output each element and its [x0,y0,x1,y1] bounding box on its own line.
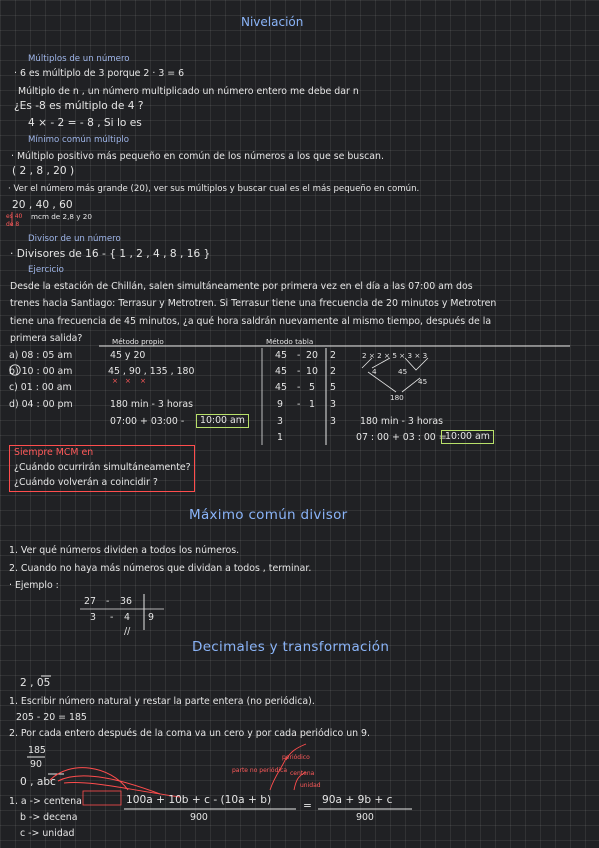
tabla-dash: - [297,382,301,393]
tabla-row-4-b: 1 [309,399,315,410]
metodo-propio-heading: Método propio [112,337,164,346]
decimal-step-2: 2. Por cada entero después de la coma va un cero y por cada periódico un 9. [9,728,371,739]
note-no-periodica: parte no periódica [232,767,288,774]
mcm-line-4: 20 , 40 , 60 [12,199,73,211]
equation-equals: = [303,800,312,812]
tree-mid: 4 [372,367,377,376]
legend-a: 1. a -> centena [9,796,82,807]
metodo-propio-answer: 10:00 am [196,414,249,428]
tree-top: 2 × 2 × 5 × 3 × 3 [362,351,428,360]
tabla-row-4-d: 3 [330,399,336,410]
result-denominator: 900 [356,812,374,823]
tree-mid2: 45 [398,367,408,376]
mcd-row2-a: 3 [90,612,96,623]
tree-right: 45 [418,377,428,386]
metodo-propio-line-2: 45 , 90 , 135 , 180 [108,366,195,377]
decimal-frac-den: 90 [30,759,42,770]
mcd-dash: - [110,612,114,623]
tabla-row-1-a: 45 [275,350,287,361]
multiplos-heading: Múltiplos de un número [28,54,130,64]
mcm-line-3: · Ver el número más grande (20), ver sus múltiplos y buscar cual es el más pequeño en común. [8,184,420,194]
mcd-step-1: 1. Ver qué números dividen a todos los números. [9,545,240,556]
divisor-line-1: · Divisores de 16 - { 1 , 2 , 4 , 8 , 16 } [10,248,211,260]
note-centena: centena [290,770,315,777]
note-unidad: unidad [300,782,321,789]
mcm-line-2: ( 2 , 8 , 20 ) [12,165,75,177]
metodo-propio-line-1: 45 y 20 [110,350,146,361]
tabla-row-6-a: 1 [277,432,283,443]
mcd-divisor: 9 [148,612,154,623]
metodo-propio-line-3: 180 min - 3 horas [110,399,194,410]
note-periodico: periódico [282,754,310,761]
tabla-row-4-a: 9 [277,399,283,410]
multiplos-line-1: · 6 es múltiplo de 3 porque 2 · 3 = 6 [14,68,185,79]
mcd-ejemplo: · Ejemplo : [9,580,59,591]
ejercicio-heading: Ejercicio [28,265,64,275]
tabla-row-5-d: 3 [330,416,336,427]
tabla-answer: 10:00 am [441,430,494,444]
tabla-dash: - [297,350,301,361]
mcd-step-2: 2. Cuando no haya más números que dividan a todos , terminar. [9,563,312,574]
red-marks: × × × [112,376,147,385]
mcd-end: // [124,626,131,637]
legend-c: c -> unidad [20,828,75,839]
ejercicio-para-3: tiene una frecuencia de 45 minutos, ¿a qué hora saldrán nuevamente al mismo tiempo, después de la [10,316,492,327]
decimal-frac-num: 185 [28,745,46,756]
multiplos-line-2: Múltiplo de n , un número multiplicado un número entero me debe dar n [18,86,359,97]
tabla-row-1-d: 2 [330,350,336,361]
tabla-row-2-a: 45 [275,366,287,377]
tabla-row-3-d: 5 [330,382,336,393]
decimal-general: 0 , abc [20,776,56,788]
metodo-propio-line-4: 07:00 + 03:00 - [110,416,185,427]
option-b: b) 10 : 00 am [9,366,73,377]
decimal-step-1: 1. Escribir número natural y restar la parte entera (no periódica). [9,696,315,707]
mcd-dash: - [106,596,110,607]
tabla-row-3-b: 5 [309,382,315,393]
metodo-tabla-heading: Método tabla [266,337,314,346]
tabla-row-3-a: 45 [275,382,287,393]
ejercicio-para-2: trenes hacia Santiago: Terrasur y Metrotren. Si Terrasur tiene una frecuencia de 20 minutos y Metrotren [10,298,497,309]
mcd-row1-a: 27 [84,596,96,607]
decimal-step-1-calc: 205 - 20 = 185 [16,712,87,723]
mcd-row2-b: 4 [124,612,130,623]
equation-numerator: 100a + 10b + c - (10a + b) [126,794,272,806]
decimales-heading: Decimales y transformación [192,639,390,655]
multiplos-line-3: ¿Es -8 es múltiplo de 4 ? [14,100,144,112]
page-title: Nivelación [241,15,304,29]
result-numerator: 90a + 9b + c [322,794,393,806]
tabla-row-1-b: 20 [306,350,318,361]
divisor-heading: Divisor de un número [28,234,121,244]
mcm-red-note-2: de 8 [6,221,20,228]
siempre-heading: Siempre MCM en [14,447,94,458]
option-c: c) 01 : 00 am [9,382,72,393]
tabla-dash: - [297,366,301,377]
siempre-line-2: ¿Cuándo volverán a coincidir ? [14,477,158,488]
tabla-result-2: 07 : 00 + 03 : 00 = [356,432,447,443]
mcd-heading: Máximo común divisor [189,507,348,523]
tabla-row-2-b: 10 [306,366,318,377]
decimal-number: 2 , 05 [20,677,51,689]
mcm-line-1: · Múltiplo positivo más pequeño en común de los números a los que se buscan. [11,151,384,162]
multiplos-line-4: 4 × - 2 = - 8 , Si lo es [28,117,142,129]
mcm-red-note-1: es 40 [6,213,23,220]
equation-denominator: 900 [190,812,208,823]
tabla-result-1: 180 min - 3 horas [360,416,444,427]
tabla-row-2-d: 2 [330,366,336,377]
option-d: d) 04 : 00 pm [9,399,73,410]
mcm-line-5: mcm de 2,8 y 20 [31,212,92,221]
legend-b: b -> decena [20,812,78,823]
tabla-row-5-a: 3 [277,416,283,427]
siempre-line-1: ¿Cuándo ocurrirán simultáneamente? [14,462,191,473]
tree-bottom: 180 [390,393,404,402]
ejercicio-para-4: primera salida? [10,333,83,344]
mcm-heading: Mínimo común múltiplo [28,135,130,145]
option-a: a) 08 : 05 am [9,350,73,361]
mcd-row1-b: 36 [120,596,132,607]
tabla-dash: - [297,399,301,410]
ejercicio-para-1: Desde la estación de Chillán, salen simultáneamente por primera vez en el día a las 07:00 am dos [10,281,473,292]
